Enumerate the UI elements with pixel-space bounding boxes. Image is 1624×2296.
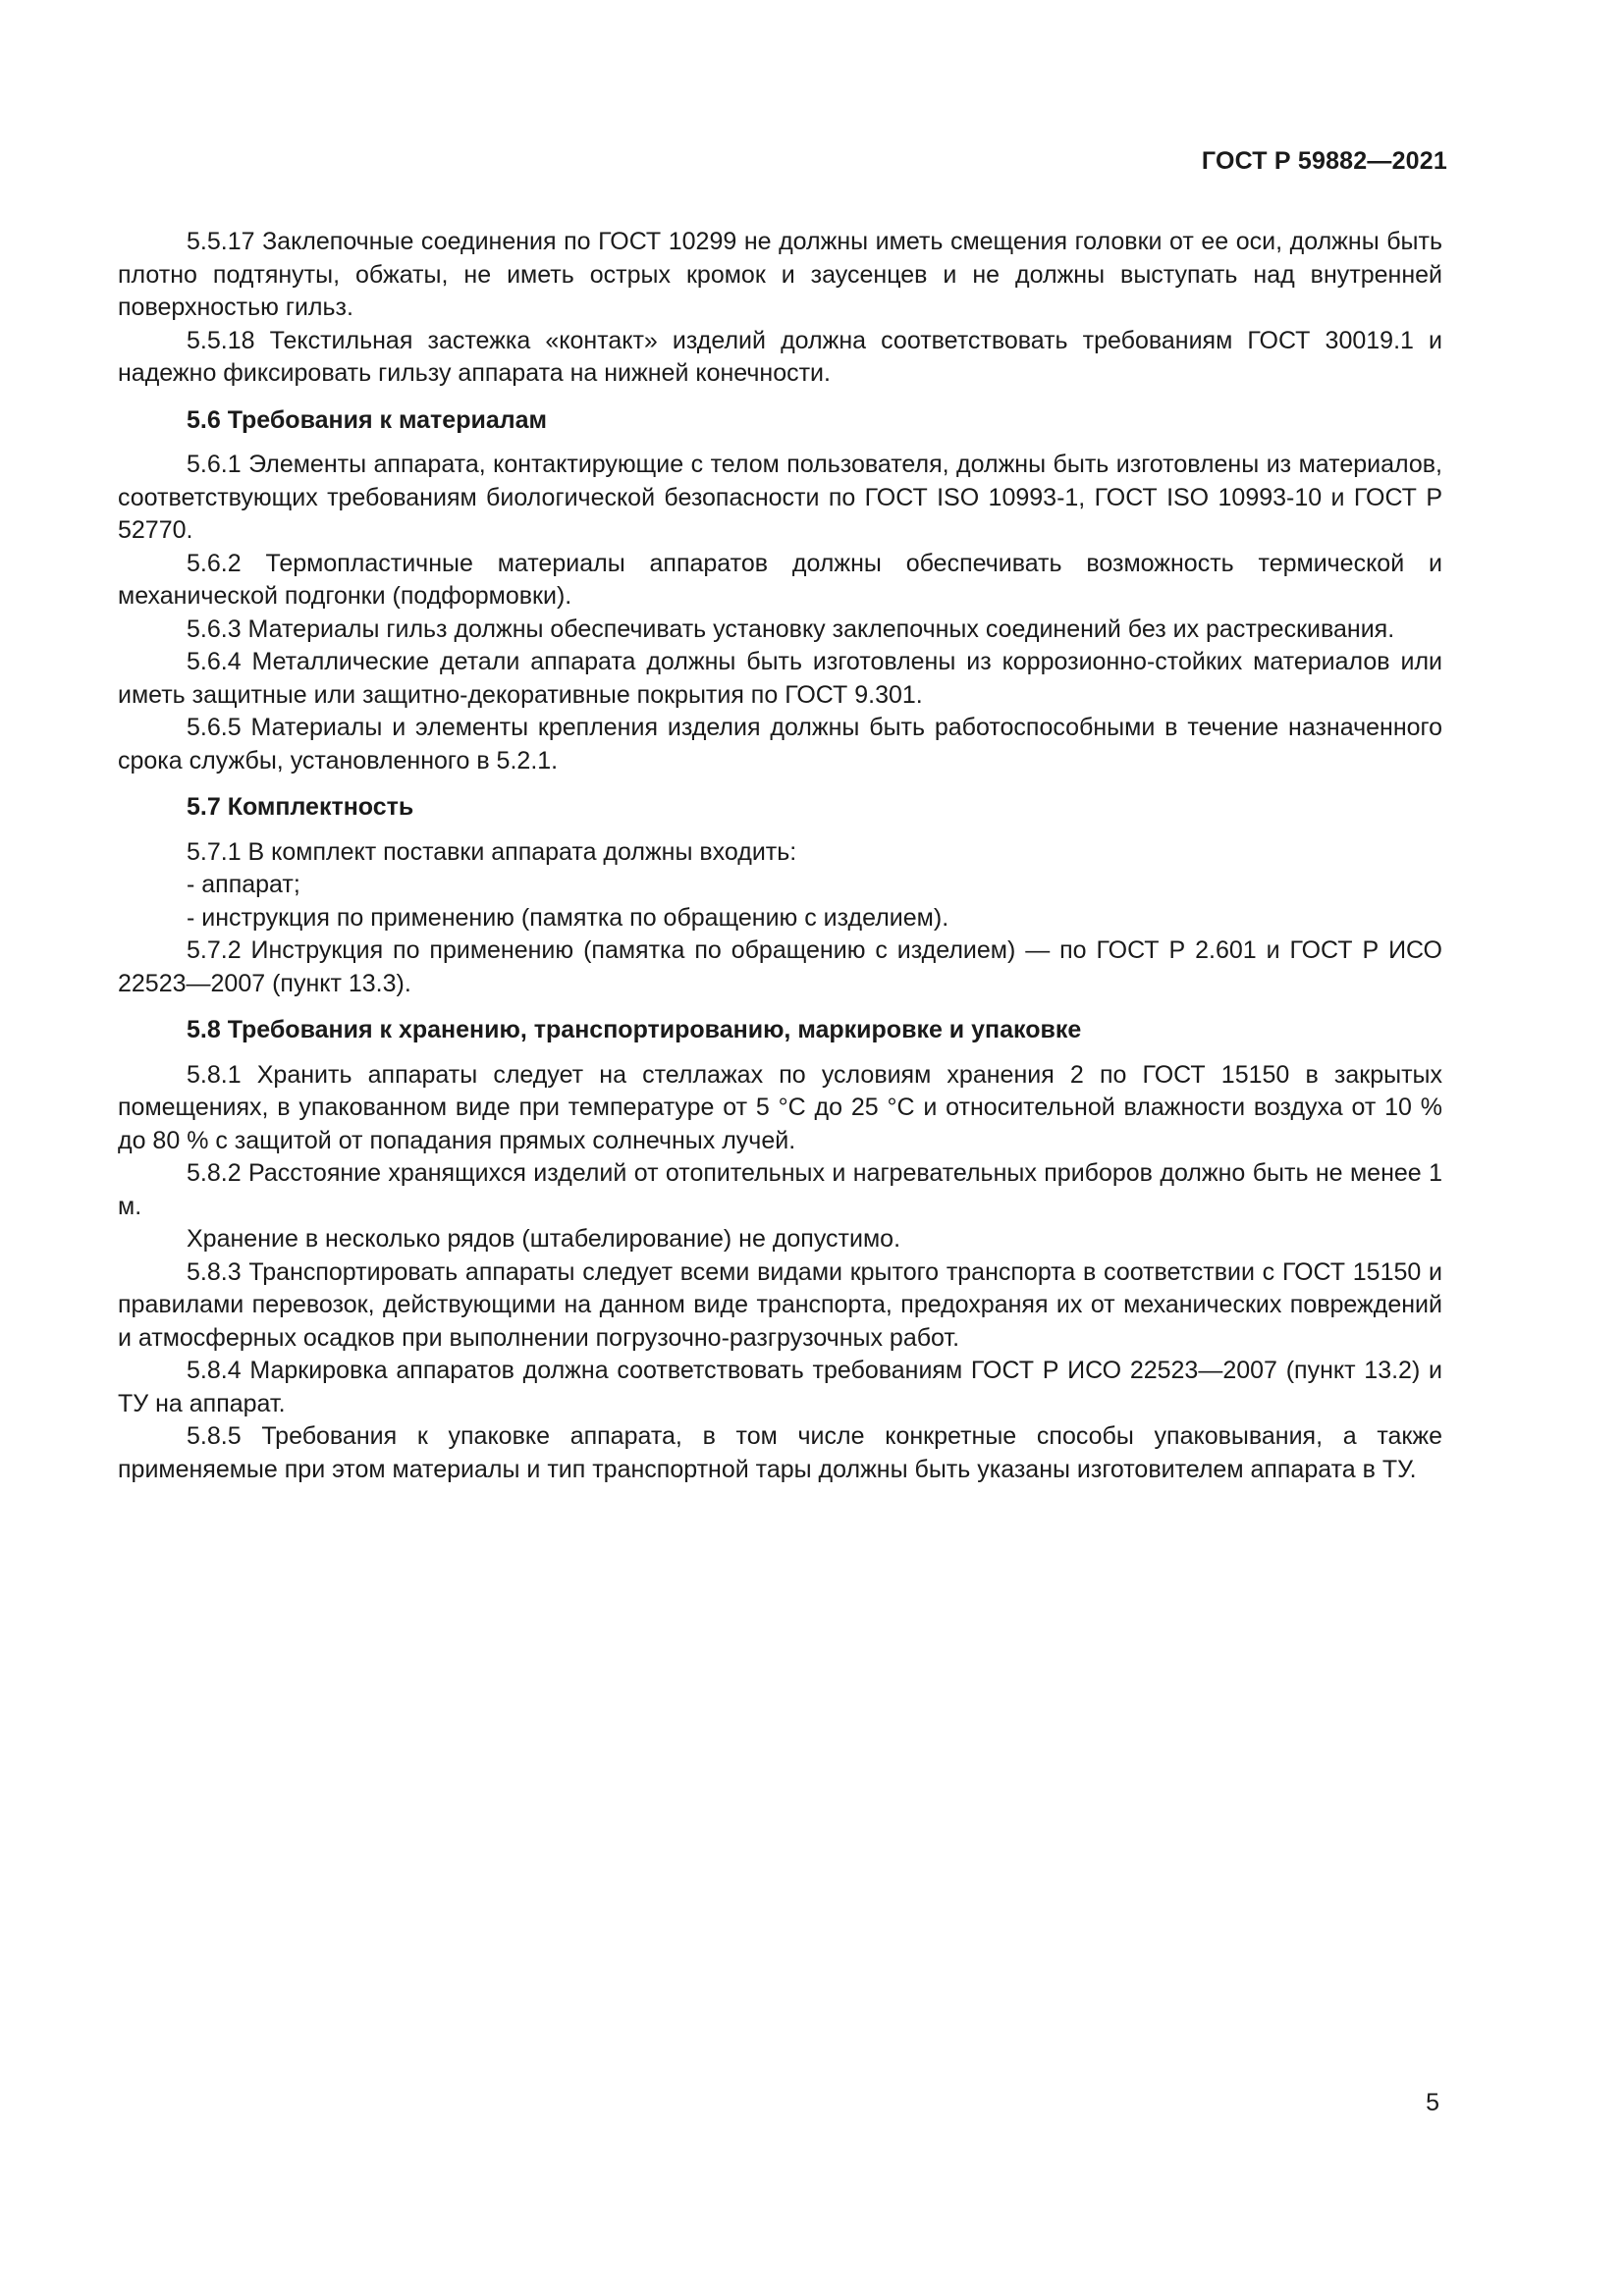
document-body bbox=[118, 226, 1442, 1486]
list-item-apparatus: - аппарат; bbox=[187, 871, 300, 898]
paragraph-5-8-5: 5.8.5 Требования к упаковке аппарата, в том числе конкретные способы упаковывания, а также применяемые при этом материалы и тип транспортной тары должны быть указаны изготовителем аппарата в ТУ. bbox=[118, 1422, 1442, 1483]
paragraph-5-5-18: 5.5.18 Текстильная застежка «контакт» изделий должна соответствовать требованиям ГОСТ 30019.1 и надежно фиксировать гильзу аппарата на нижней конечности. bbox=[118, 326, 1442, 387]
paragraph-5-7-2: 5.7.2 Инструкция по применению (памятка по обращению с изделием) — по ГОСТ Р 2.601 и ГОСТ Р ИСО 22523—2007 (пункт 13.3). bbox=[118, 936, 1442, 997]
paragraph-5-6-4: 5.6.4 Металлические детали аппарата должны быть изготовлены из коррозионно-стойких материалов или иметь защитные или защитно-декоративные покрытия по ГОСТ 9.301. bbox=[118, 648, 1442, 709]
paragraph-5-8-2: 5.8.2 Расстояние хранящихся изделий от отопительных и нагревательных приборов должно быть не менее 1 м. bbox=[118, 1159, 1442, 1220]
paragraph-5-8-1: 5.8.1 Хранить аппараты следует на стеллажах по условиям хранения 2 по ГОСТ 15150 в закрытых помещениях, в упакованном виде при температуре от 5 °С до 25 °С и относительной влажности воздуха от 10 % до 80 % с защитой от попадания прямых солнечных лучей. bbox=[118, 1060, 1442, 1154]
paragraph-5-7-1: 5.7.1 В комплект поставки аппарата должны входить: bbox=[187, 837, 797, 866]
paragraph-5-8-4: 5.8.4 Маркировка аппаратов должна соответствовать требованиям ГОСТ Р ИСО 22523—2007 (пункт 13.2) и ТУ на аппарат. bbox=[118, 1357, 1442, 1417]
paragraph-5-8-2-note: Хранение в несколько рядов (штабелирование) не допустимо. bbox=[187, 1225, 901, 1253]
section-heading-5-7: 5.7 Комплектность bbox=[187, 793, 414, 821]
paragraph-5-8-3: 5.8.3 Транспортировать аппараты следует всеми видами крытого транспорта в соответствии с ГОСТ 15150 и правилами перевозок, действующими на данном виде транспорта, предохраняя их от механических повреждений и атмосферных осадков при выполнении погрузочно-разгрузочных работ. bbox=[118, 1257, 1442, 1352]
page-number: 5 bbox=[1426, 2089, 1439, 2116]
section-heading-5-6: 5.6 Требования к материалам bbox=[187, 405, 548, 434]
document-header-id: ГОСТ Р 59882—2021 bbox=[1201, 147, 1447, 175]
paragraph-5-6-5: 5.6.5 Материалы и элементы крепления изделия должны быть работоспособными в течение назначенного срока службы, установленного в 5.2.1. bbox=[118, 714, 1442, 774]
paragraph-5-6-3: 5.6.3 Материалы гильз должны обеспечивать установку заклепочных соединений без их растрескивания. bbox=[187, 614, 1395, 643]
section-heading-5-8: 5.8 Требования к хранению, транспортированию, маркировке и упаковке bbox=[187, 1016, 1082, 1043]
list-item-instructions: - инструкция по применению (памятка по обращению с изделием). bbox=[187, 903, 949, 932]
paragraph-5-6-1: 5.6.1 Элементы аппарата, контактирующие с телом пользователя, должны быть изготовлены из материалов, соответствующих требованиям биологической безопасности по ГОСТ ISO 10993-1, ГОСТ ISO 10993-10 и ГОСТ Р 52770. bbox=[118, 451, 1442, 544]
paragraph-5-5-17: 5.5.17 Заклепочные соединения по ГОСТ 10299 не должны иметь смещения головки от ее оси, должны быть плотно подтянуты, обжаты, не иметь острых кромок и заусенцев и не должны выступать над внутренней поверхностью гильз. bbox=[118, 228, 1442, 321]
paragraph-5-6-2: 5.6.2 Термопластичные материалы аппаратов должны обеспечивать возможность термической и механической подгонки (подформовки). bbox=[118, 549, 1442, 610]
